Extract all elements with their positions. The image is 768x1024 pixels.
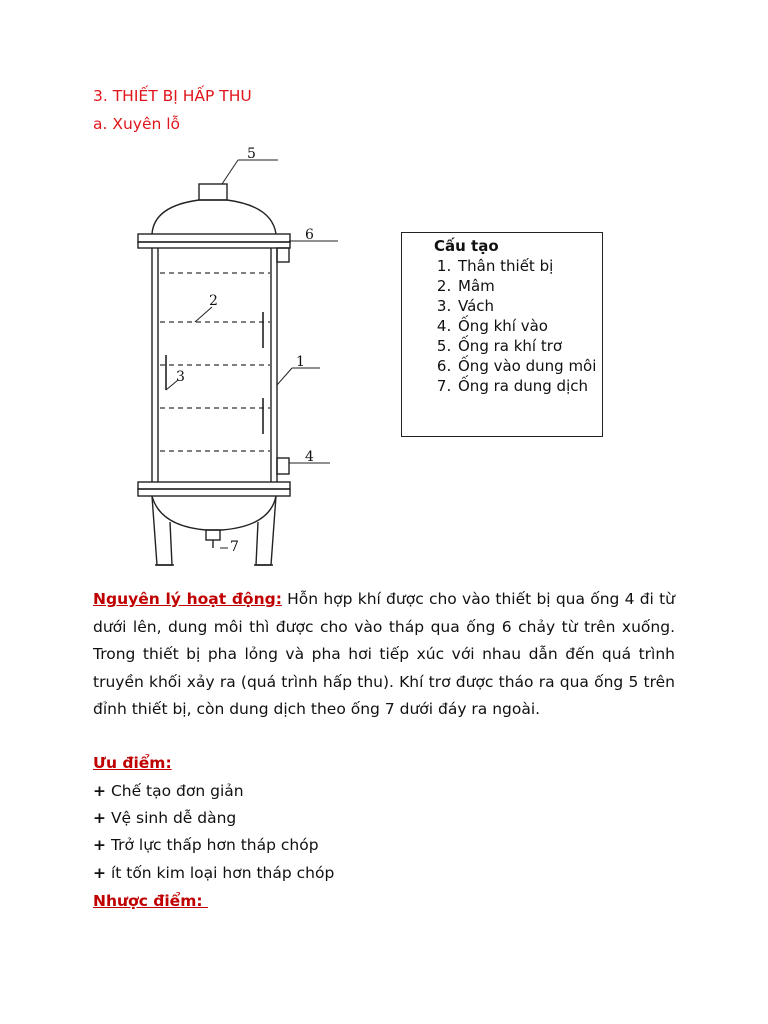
advantages-label: Ưu điểm: [93,754,172,772]
section-heading: 3. THIẾT BỊ HẤP THU [93,87,252,105]
label-7: 7 [230,539,239,555]
advantage-item [93,782,244,800]
absorber-diagram [130,140,350,570]
label-1: 1 [296,354,305,370]
principle-paragraph [93,586,675,724]
nozzle-5-shape [199,184,227,200]
label-5: 5 [247,146,256,162]
principle-label: Nguyên lý hoạt động: [93,590,282,608]
advantage-text: ít tốn kim loại hơn tháp chóp [110,864,335,882]
bottom-flange [138,482,290,489]
legend-item: 2. Mâm [456,276,602,296]
advantage-text: Chế tạo đơn giản [110,782,244,800]
advantage-item [93,836,319,854]
legend-item: 4. Ống khí vào [456,316,602,336]
legend-item: 1. Thân thiết bị [456,256,602,276]
disadvantages-label: Nhược điểm: [93,892,208,910]
left-leg [152,496,172,565]
legend-item: 7. Ống ra dung dịch [456,376,602,396]
principle-text: Hỗn hợp khí được cho vào thiết bị qua ống 4 đi từ dưới lên, dung môi thì được cho vào tháp qua ống 6 chảy từ trên xuống. Trong thiết bị pha lỏng và pha hơi tiếp xúc với nhau dẫn đến quá trình truyền khối xảy ra (quá trình hấp thu). Khí trơ được tháo ra qua ống 5 trên đỉnh thiết bị, còn dung dịch theo ống 7 dưới đáy ra ngoài. [93,590,675,718]
label-6: 6 [305,227,314,243]
pipe-4-shape [277,458,289,474]
top-flange [138,234,290,242]
legend-item: 5. Ống ra khí trơ [456,336,602,356]
label-4: 4 [305,449,314,465]
label-2: 2 [209,293,218,309]
advantage-text: Trở lực thấp hơn tháp chóp [110,836,319,854]
legend-title: Cấu tạo [434,237,499,255]
bullet-plus: + [93,782,106,800]
advantage-item [93,809,236,827]
section-subheading: a. Xuyên lỗ [93,115,181,133]
bullet-plus: + [93,864,106,882]
legend-box [401,232,603,437]
label-3: 3 [176,369,185,385]
legend-list [410,256,602,396]
advantage-item [93,864,334,882]
top-dome [152,200,276,234]
legend-item: 6. Ống vào dung môi [456,356,602,376]
legend-item: 3. Vách [456,296,602,316]
bullet-plus: + [93,809,106,827]
pipe-6-shape [277,248,289,262]
advantage-text: Vệ sinh dễ dàng [110,809,237,827]
pipe-7-shape [206,530,220,540]
bullet-plus: + [93,836,106,854]
